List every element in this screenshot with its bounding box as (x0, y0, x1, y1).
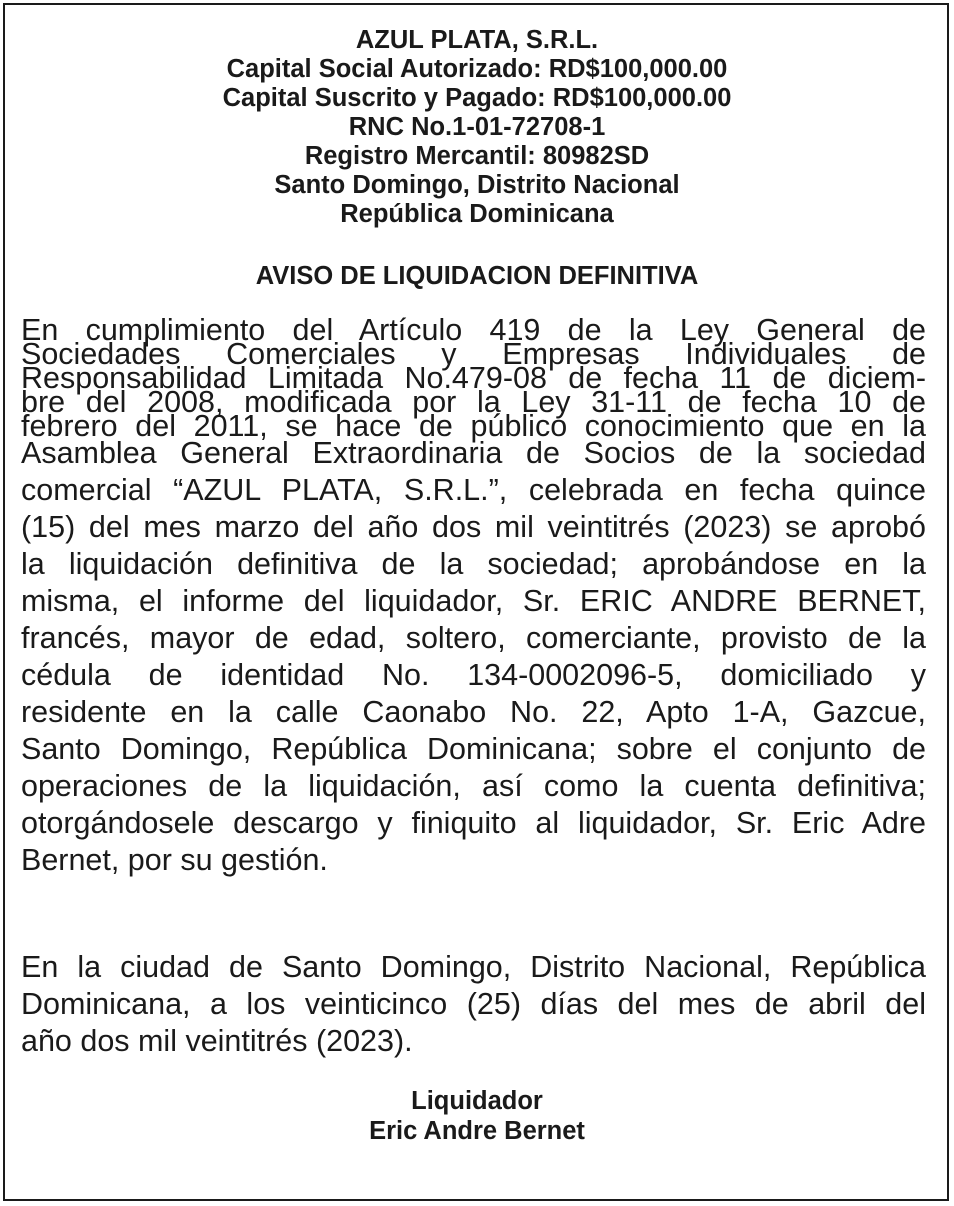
paragraph-line: Sociedades Comerciales y Empresas Individuales de (21, 337, 926, 371)
mercantile-registry: Registro Mercantil: 80982SD (304, 142, 650, 170)
paragraph-line: francés, mayor de edad, soltero, comerciante, provisto de la (21, 621, 926, 655)
paragraph-line: misma, el informe del liquidador, Sr. ERIC ANDRE BERNET, (21, 584, 926, 618)
paragraph-line: otorgándosele descargo y finiquito al liquidador, Sr. Eric Adre (21, 806, 926, 840)
paragraph-line: Responsabilidad Limitada No.479-08 de fecha 11 de diciem- (21, 361, 926, 395)
paragraph-line: año dos mil veintitrés (2023). (21, 1024, 413, 1058)
company-name: AZUL PLATA, S.R.L. (355, 26, 599, 54)
paragraph-line: comercial “AZUL PLATA, S.R.L.”, celebrada en fecha quince (21, 473, 926, 507)
capital-paid: Capital Suscrito y Pagado: RD$100,000.00 (222, 84, 732, 112)
capital-authorized: Capital Social Autorizado: RD$100,000.00 (226, 55, 728, 83)
paragraph-line: bre del 2008, modificada por la Ley 31-11 de fecha 10 de (21, 385, 926, 419)
notice-paragraph-1 (21, 315, 926, 879)
paragraph-line: residente en la calle Caonabo No. 22, Apto 1-A, Gazcue, (21, 695, 926, 729)
signature-role: Liquidador (411, 1087, 543, 1115)
paragraph-line: En cumplimiento del Artículo 419 de la Ley General de (21, 313, 926, 347)
paragraph-line: (15) del mes marzo del año dos mil veintitrés (2023) se aprobó (21, 510, 926, 544)
paragraph-line: cédula de identidad No. 134-0002096-5, domiciliado y (21, 658, 926, 692)
company-country: República Dominicana (340, 200, 614, 228)
notice-paragraph-2 (21, 949, 926, 1060)
rnc-number: RNC No.1-01-72708-1 (348, 113, 606, 141)
paragraph-line: la liquidación definitiva de la sociedad; aprobándose en la (21, 547, 926, 581)
paragraph-line: febrero del 2011, se hace de público conocimiento que en la (21, 409, 926, 443)
signature-block (0, 1086, 954, 1146)
paragraph-line: Asamblea General Extraordinaria de Socios de la sociedad (21, 436, 926, 470)
paragraph-line: Santo Domingo, República Dominicana; sobre el conjunto de (21, 732, 926, 766)
paragraph-line: operaciones de la liquidación, así como la cuenta definitiva; (21, 769, 926, 803)
notice-title: AVISO DE LIQUIDACION DEFINITIVA (255, 262, 699, 290)
paragraph-line: Bernet, por su gestión. (21, 843, 328, 877)
paragraph-line: En la ciudad de Santo Domingo, Distrito Nacional, República (21, 950, 926, 984)
paragraph-line: Dominicana, a los veinticinco (25) días del mes de abril del (21, 987, 926, 1021)
company-city: Santo Domingo, Distrito Nacional (274, 171, 680, 199)
company-header (0, 26, 954, 229)
signature-name: Eric Andre Bernet (369, 1117, 585, 1145)
